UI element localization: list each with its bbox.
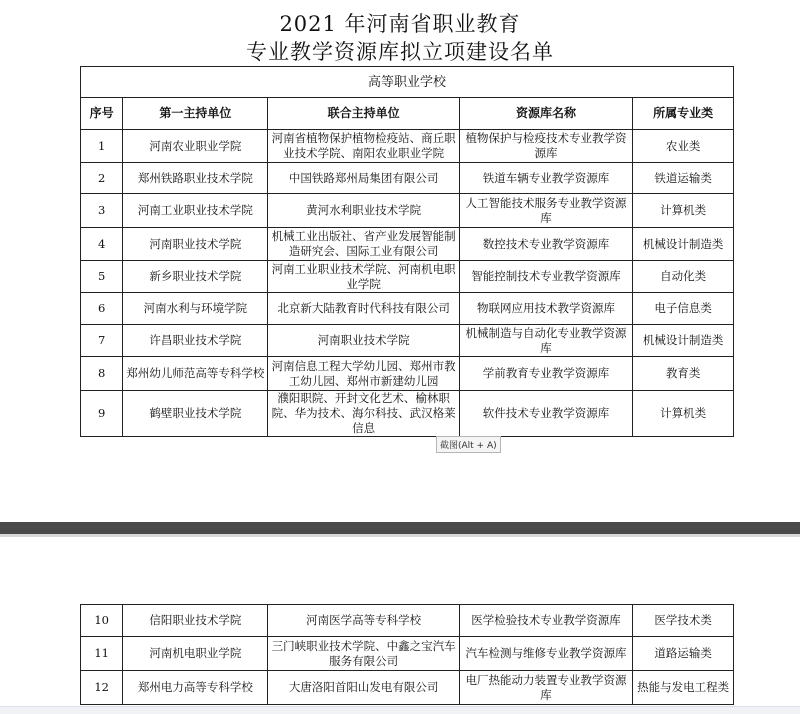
- header-joint-host: 联合主持单位: [268, 98, 459, 130]
- table-row: [81, 325, 734, 357]
- project-table: [80, 66, 734, 437]
- cell-index: 8: [81, 357, 123, 391]
- cell-joint-host: 中国铁路郑州局集团有限公司: [268, 163, 459, 194]
- cell-index: 10: [81, 605, 123, 637]
- cell-index: 9: [81, 391, 123, 437]
- cell-first-host: 河南机电职业学院: [123, 637, 268, 671]
- cell-index: 7: [81, 325, 123, 357]
- cell-first-host: 河南职业技术学院: [123, 228, 268, 261]
- header-resource-name: 资源库名称: [459, 98, 632, 130]
- cell-first-host: 许昌职业技术学院: [123, 325, 268, 357]
- cell-first-host: 鹤壁职业技术学院: [123, 391, 268, 437]
- table-row: [81, 130, 734, 163]
- table-row: [81, 293, 734, 325]
- table-row: [81, 391, 734, 437]
- cell-index: 11: [81, 637, 123, 671]
- cell-major-category: 机械设计制造类: [633, 228, 734, 261]
- cell-joint-host: 河南医学高等专科学校: [268, 605, 459, 637]
- cell-joint-host: 河南工业职业技术学院、河南机电职业学院: [268, 261, 459, 293]
- cell-resource-name: 植物保护与检疫技术专业教学资源库: [459, 130, 632, 163]
- document-title-line-2: 专业教学资源库拟立项建设名单: [246, 40, 554, 64]
- table-row: [81, 261, 734, 293]
- cell-major-category: 计算机类: [633, 391, 734, 437]
- project-table-continued: [80, 604, 734, 705]
- cell-joint-host: 河南省植物保护植物检疫站、商丘职业技术学院、南阳农业职业学院: [268, 130, 459, 163]
- cell-first-host: 郑州幼儿师范高等专科学校: [123, 357, 268, 391]
- cell-index: 6: [81, 293, 123, 325]
- document-title-line-1: 2021 年河南省职业教育: [279, 12, 521, 36]
- cell-resource-name: 智能控制技术专业教学资源库: [459, 261, 632, 293]
- header-major-category: 所属专业类: [633, 98, 734, 130]
- table-row: [81, 163, 734, 194]
- cell-first-host: 郑州铁路职业技术学院: [123, 163, 268, 194]
- cell-index: 4: [81, 228, 123, 261]
- cell-first-host: 新乡职业技术学院: [123, 261, 268, 293]
- cell-resource-name: 数控技术专业教学资源库: [459, 228, 632, 261]
- cell-joint-host: 黄河水利职业技术学院: [268, 194, 459, 228]
- cell-first-host: 信阳职业技术学院: [123, 605, 268, 637]
- table-row: [81, 357, 734, 391]
- cell-major-category: 农业类: [633, 130, 734, 163]
- cell-major-category: 电子信息类: [633, 293, 734, 325]
- table-row: [81, 637, 734, 671]
- cell-index: 3: [81, 194, 123, 228]
- table-row: [81, 605, 734, 637]
- cell-joint-host: 三门峡职业技术学院、中鑫之宝汽车服务有限公司: [268, 637, 459, 671]
- cell-resource-name: 学前教育专业教学资源库: [459, 357, 632, 391]
- cell-resource-name: 软件技术专业教学资源库: [459, 391, 632, 437]
- header-first-host: 第一主持单位: [123, 98, 268, 130]
- cell-resource-name: 人工智能技术服务专业教学资源库: [459, 194, 632, 228]
- cell-joint-host: 北京新大陆教育时代科技有限公司: [268, 293, 459, 325]
- cell-major-category: 热能与发电工程类: [633, 671, 734, 705]
- cell-major-category: 机械设计制造类: [633, 325, 734, 357]
- cell-major-category: 自动化类: [633, 261, 734, 293]
- cell-index: 5: [81, 261, 123, 293]
- cell-index: 1: [81, 130, 123, 163]
- cell-resource-name: 物联网应用技术教学资源库: [459, 293, 632, 325]
- cell-resource-name: 机械制造与自动化专业教学资源库: [459, 325, 632, 357]
- page-separator: [0, 522, 800, 534]
- cell-resource-name: 汽车检测与维修专业教学资源库: [459, 637, 632, 671]
- table-row: [81, 671, 734, 705]
- table-row: [81, 228, 734, 261]
- cell-major-category: 铁道运输类: [633, 163, 734, 194]
- cell-first-host: 河南工业职业技术学院: [123, 194, 268, 228]
- cell-resource-name: 电厂热能动力装置专业教学资源库: [459, 671, 632, 705]
- cell-index: 12: [81, 671, 123, 705]
- cell-resource-name: 医学检验技术专业教学资源库: [459, 605, 632, 637]
- cell-joint-host: 河南信息工程大学幼儿园、郑州市教工幼儿园、郑州市新建幼儿园: [268, 357, 459, 391]
- header-index: 序号: [81, 98, 123, 130]
- cell-joint-host: 大唐洛阳首阳山发电有限公司: [268, 671, 459, 705]
- cell-joint-host: 机械工业出版社、省产业发展智能制造研究会、国际工业有限公司: [268, 228, 459, 261]
- cell-joint-host: 濮阳职院、开封文化艺术、榆林职院、华为技术、海尔科技、武汉格莱信息: [268, 391, 459, 437]
- cell-major-category: 教育类: [633, 357, 734, 391]
- section-label: 高等职业学校: [81, 67, 734, 98]
- cell-first-host: 河南农业职业学院: [123, 130, 268, 163]
- cell-joint-host: 河南职业技术学院: [268, 325, 459, 357]
- cell-first-host: 河南水利与环境学院: [123, 293, 268, 325]
- screenshot-tooltip: 截图(Alt + A): [436, 436, 501, 453]
- cell-resource-name: 铁道车辆专业教学资源库: [459, 163, 632, 194]
- cell-major-category: 医学技术类: [633, 605, 734, 637]
- cell-major-category: 计算机类: [633, 194, 734, 228]
- cell-index: 2: [81, 163, 123, 194]
- table-row: [81, 194, 734, 228]
- cell-first-host: 郑州电力高等专科学校: [123, 671, 268, 705]
- table-header-row: [81, 98, 734, 130]
- section-row: [81, 67, 734, 98]
- cell-major-category: 道路运输类: [633, 637, 734, 671]
